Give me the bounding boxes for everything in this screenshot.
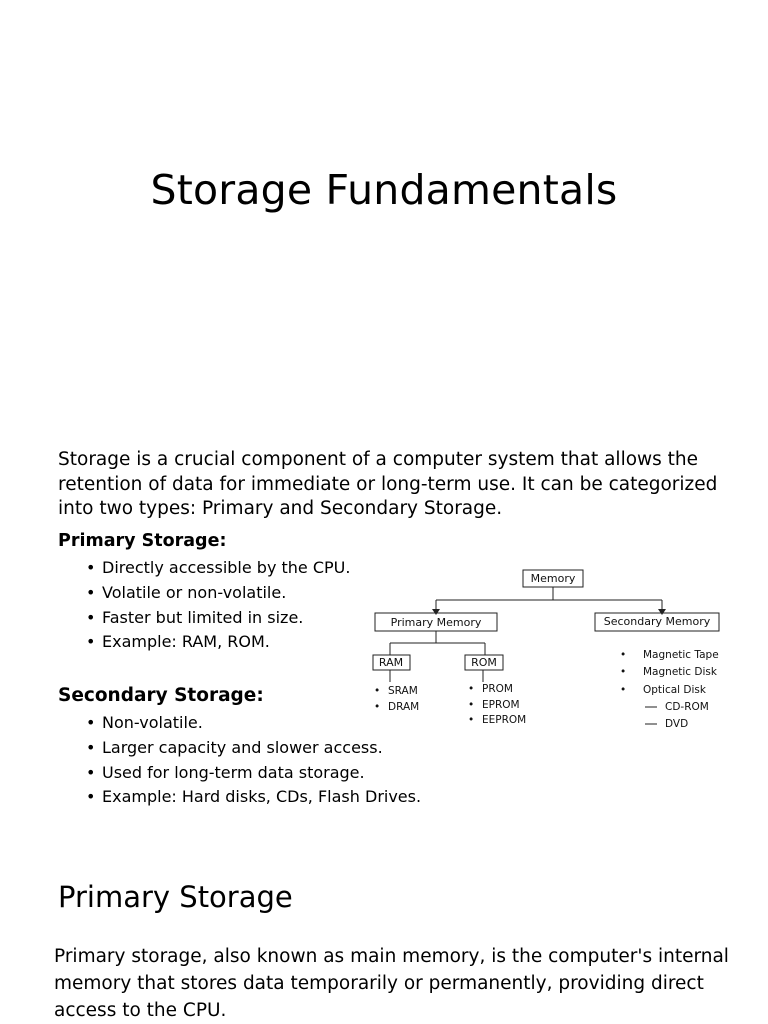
section-heading: Primary Storage [58, 880, 293, 914]
secondary-memory-label: Secondary Memory [603, 615, 711, 628]
list-item: • Faster but limited in size. [86, 606, 350, 631]
rom-item: EPROM [482, 699, 520, 711]
secondary-item: Magnetic Tape [643, 649, 719, 661]
section-paragraph: Primary storage, also known as main memory, is the computer's internal memory that stores data temporarily or permanently, providing direct access to the CPU. [54, 946, 729, 1021]
primary-storage-list [86, 556, 350, 655]
list-item: • Example: RAM, ROM. [86, 630, 350, 655]
list-item: • Directly accessible by the CPU. [86, 556, 350, 581]
ram-item: SRAM [388, 685, 418, 697]
primary-storage-heading: Primary Storage: [58, 531, 227, 551]
intro-paragraph: Storage is a crucial component of a computer system that allows the retention of data for immediate or long-term use. It can be categorized into two types: Primary and Secondary Storage. [58, 449, 718, 519]
page-title: Storage Fundamentals [150, 166, 618, 214]
rom-bullet: • [468, 683, 475, 695]
secondary-item: Magnetic Disk [643, 666, 717, 678]
rom-label: ROM [471, 656, 497, 669]
rom-bullet: • [468, 699, 475, 711]
list-item: • Larger capacity and slower access. [86, 736, 421, 761]
list-item: • Example: Hard disks, CDs, Flash Drives. [86, 785, 421, 810]
rom-bullet: • [468, 714, 475, 726]
list-item: • Volatile or non-volatile. [86, 581, 350, 606]
secondary-item: Optical Disk [643, 684, 706, 696]
secondary-storage-heading: Secondary Storage: [58, 685, 264, 706]
ram-item: DRAM [388, 701, 420, 713]
ram-bullet: • [374, 685, 381, 697]
rom-item: PROM [482, 683, 513, 695]
list-item: • Used for long-term data storage. [86, 761, 421, 786]
rom-item: EEPROM [482, 714, 527, 726]
secondary-bullet: • [620, 666, 627, 678]
optical-item: CD-ROM [665, 701, 709, 713]
primary-memory-label: Primary Memory [390, 616, 482, 629]
secondary-bullet: • [620, 684, 627, 696]
memory-hierarchy-diagram [360, 560, 740, 740]
ram-label: RAM [378, 656, 404, 669]
memory-label: Memory [530, 572, 576, 585]
list-item: • Non-volatile. [86, 711, 421, 736]
optical-item: DVD [665, 718, 689, 730]
ram-bullet: • [374, 701, 381, 713]
secondary-bullet: • [620, 649, 627, 661]
